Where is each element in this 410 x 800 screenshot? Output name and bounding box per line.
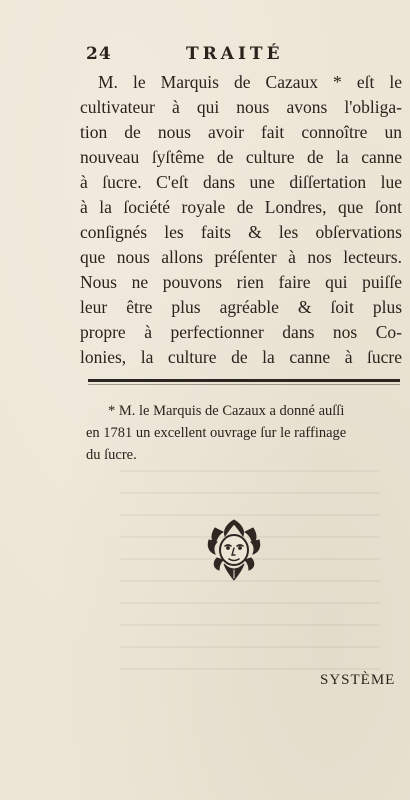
footnote-line: * M. le Marquis de Cazaux a donné auſſi [108, 403, 345, 419]
body-line: à ſucre. C'eſt dans une diſſertation lue [80, 172, 402, 192]
catchword: SYSTÈME [320, 672, 396, 688]
footnote-line: du ſucre. [86, 447, 137, 463]
body-line: conſignés les faits & les obſervations [80, 222, 402, 242]
body-line: à la ſociété royale de Londres, que ſont [80, 197, 402, 217]
body-line: nouveau ſyſtême de culture de la canne [80, 147, 402, 167]
running-head: TRAITÉ [186, 44, 284, 64]
body-line: Nous ne pouvons rien faire qui puiſſe [80, 272, 402, 292]
body-line: leur être plus agréable & ſoit plus [80, 297, 402, 317]
body-line: lonies, la culture de la canne à ſucre [80, 347, 402, 367]
body-line: propre à perfectionner dans nos Co- [80, 322, 402, 342]
body-line: tion de nous avoir fait connoître un [80, 122, 402, 142]
footnote [86, 400, 405, 466]
footnote-rule [88, 379, 400, 382]
mask-ornament-icon [205, 518, 263, 582]
body-text [80, 70, 402, 370]
footnote-line: en 1781 un excellent ouvrage ſur le raffinage [86, 425, 347, 441]
body-line: M. le Marquis de Cazaux * eſt le [98, 72, 402, 92]
body-line: que nous allons préſenter à nos lecteurs. [80, 247, 402, 267]
body-line: cultivateur à qui nous avons l'obliga- [80, 97, 402, 117]
page-number: 24 [86, 44, 112, 64]
